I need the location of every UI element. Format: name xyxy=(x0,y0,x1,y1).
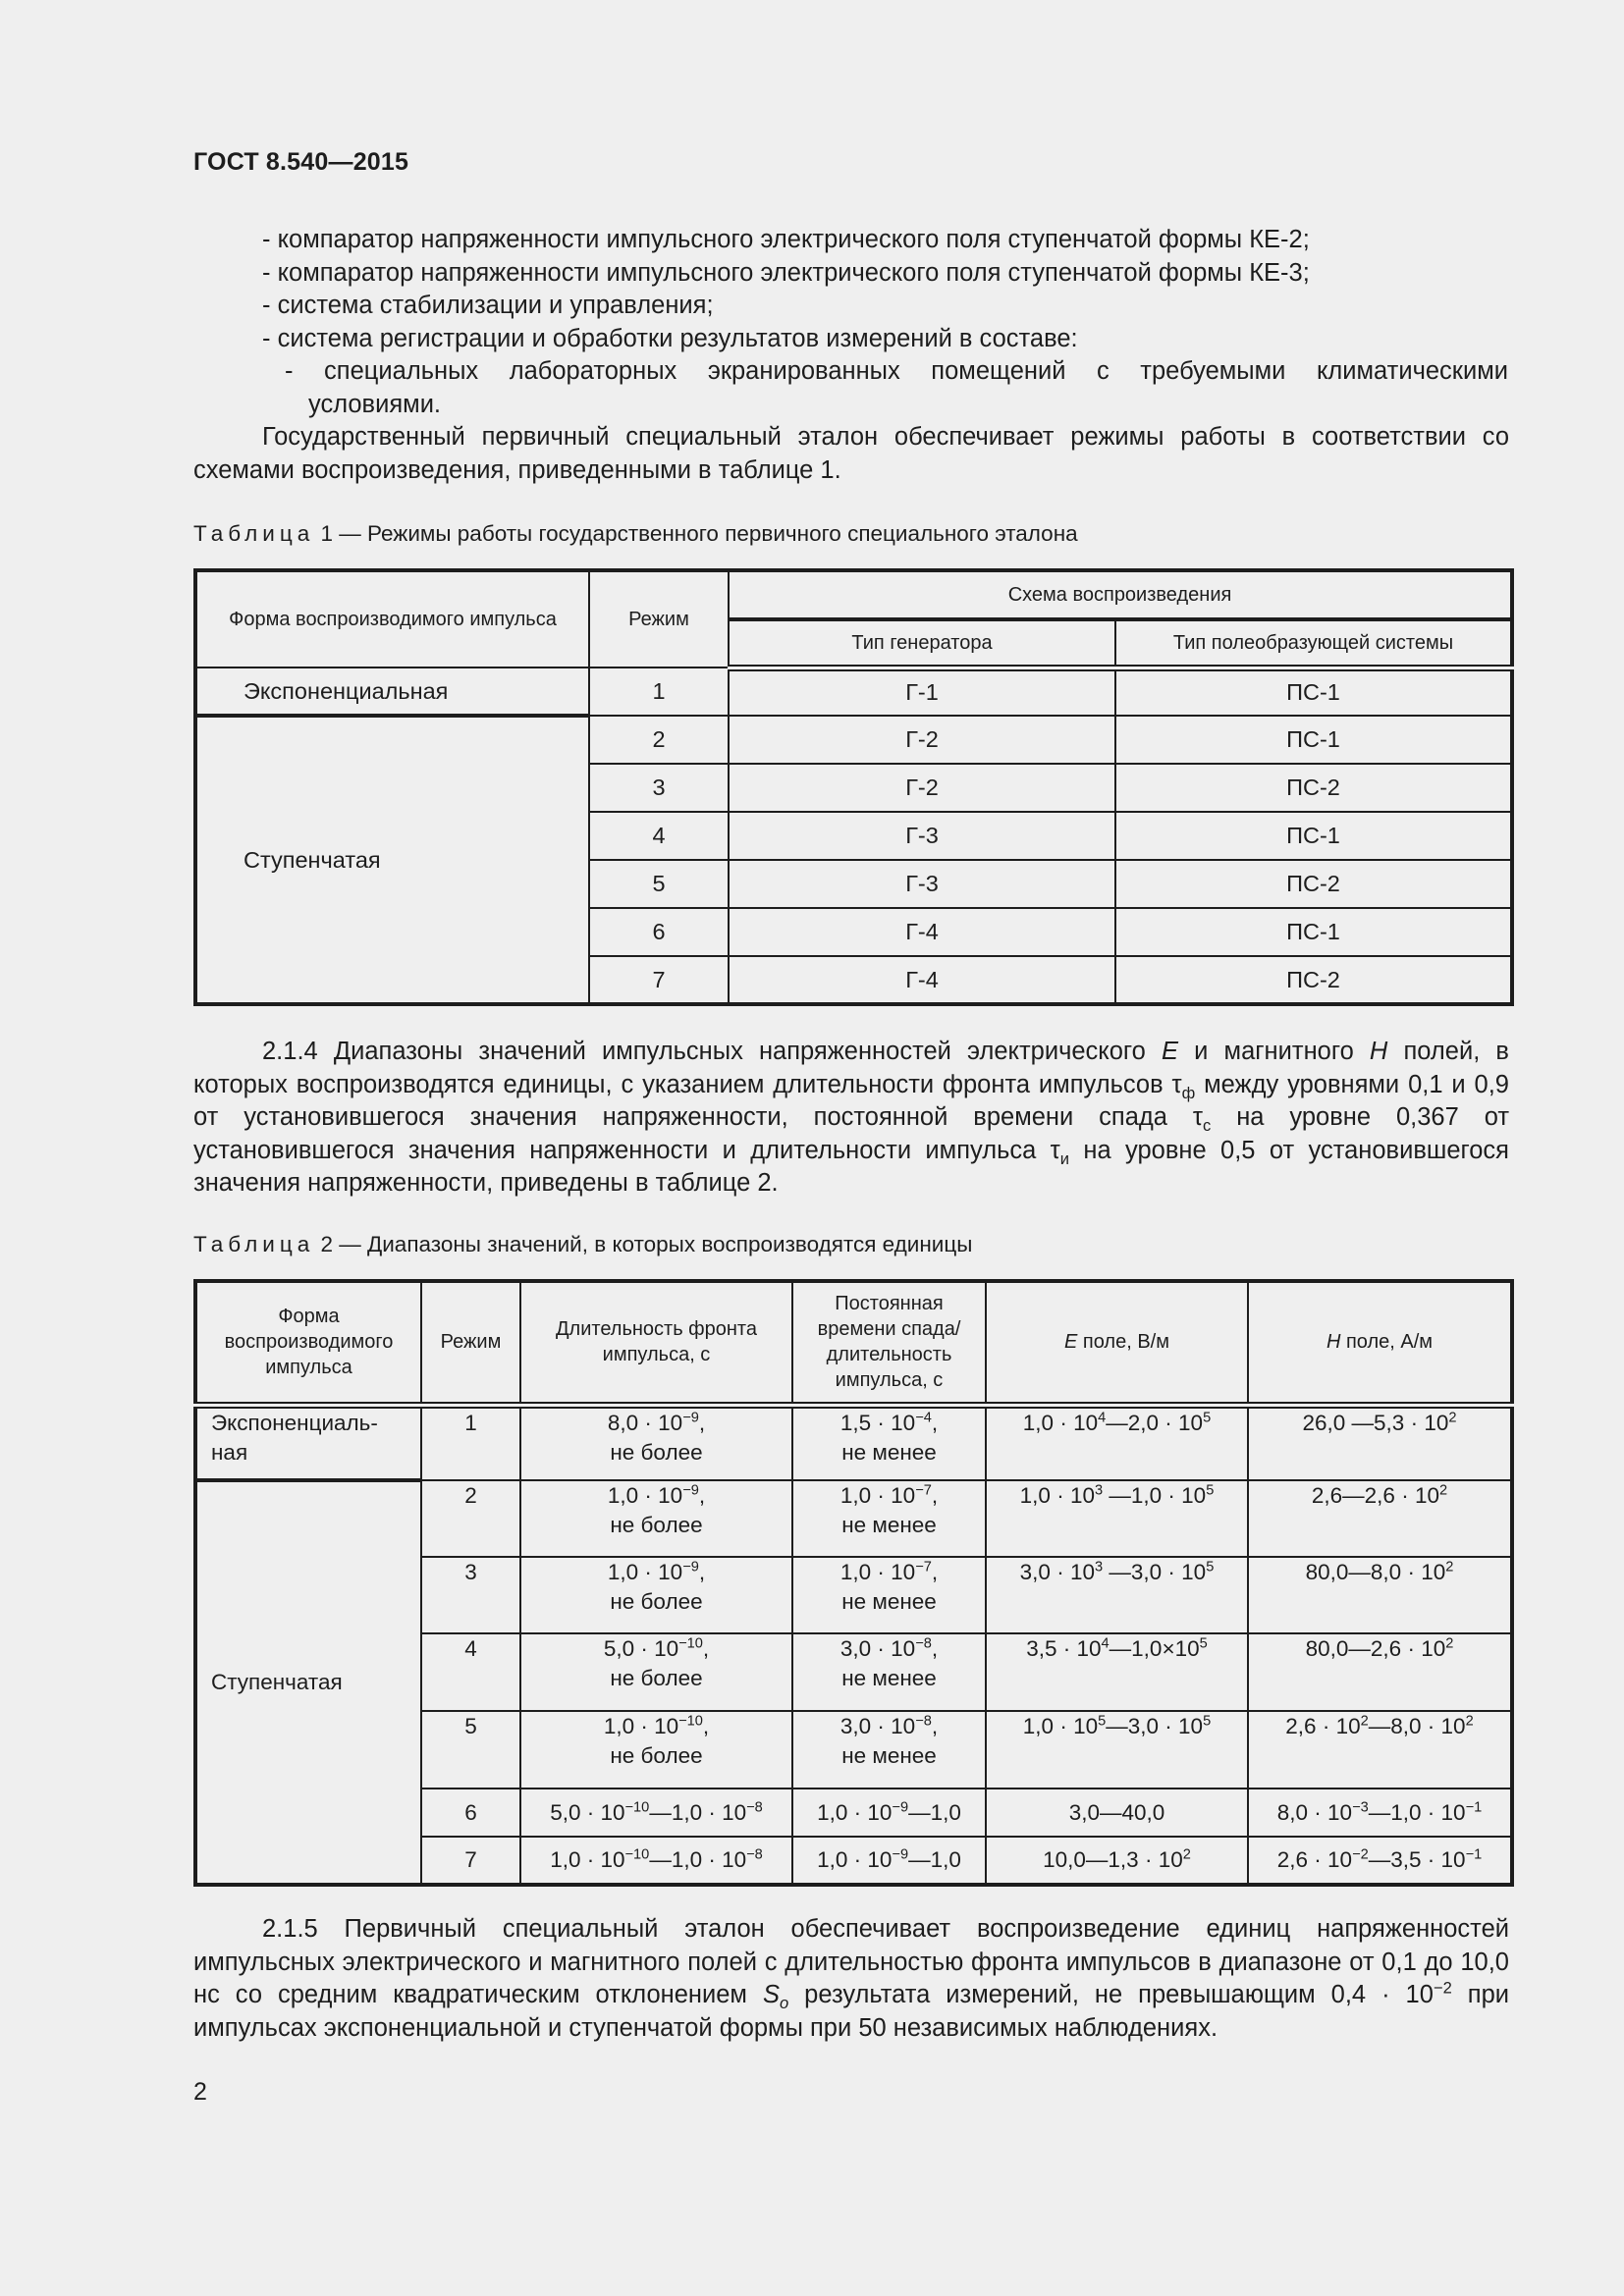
subscript: и xyxy=(1059,1148,1070,1168)
t2-front: $5,0 \cdot 10^{-10}$, не более xyxy=(520,1633,792,1711)
t1-system: ПС-1 xyxy=(1115,716,1512,764)
t2-decay: $1,5 \cdot 10^{-4}$, не менее xyxy=(792,1405,986,1480)
t1-mode: 7 xyxy=(589,956,729,1004)
t2-front: $1,0 \cdot 10^{-10}—1,0 \cdot 10^{-8}$ xyxy=(520,1837,792,1885)
list-item: - компаратор напряженности импульсного электрического поля ступенчатой формы КЕ-2; xyxy=(262,226,1310,253)
sub-list-item: - специальных лабораторных экранированных помещений с требуемыми климатическими xyxy=(285,357,1508,385)
t2-mode: 5 xyxy=(421,1711,520,1789)
table2-caption-text: 2 — Диапазоны значений, в которых воспроизводятся единицы xyxy=(314,1232,973,1256)
t1-generator: Г-3 xyxy=(729,812,1115,860)
table1-caption xyxy=(193,520,1078,548)
t2-mode: 3 xyxy=(421,1557,520,1633)
t2-decay: $1,0 \cdot 10^{-7}$, не менее xyxy=(792,1557,986,1633)
t1-header-scheme: Схема воспроизведения xyxy=(729,570,1512,619)
t1-mode: 1 xyxy=(589,667,729,716)
t1-system: ПС-2 xyxy=(1115,764,1512,812)
list-item: - компаратор напряженности импульсного электрического поля ступенчатой формы КЕ-3; xyxy=(262,259,1310,287)
table-row xyxy=(195,1480,1512,1557)
t2-group-exponential: Экспоненциаль- ная xyxy=(195,1405,421,1480)
text: при импульсах экспоненциальной и ступенчатой формы при 50 независимых наблюдениях. xyxy=(193,1981,1509,2042)
t1-mode: 2 xyxy=(589,716,729,764)
t2-front: $1,0 \cdot 10^{-9}$, не более xyxy=(520,1557,792,1633)
t1-mode: 5 xyxy=(589,860,729,908)
t1-header-field-system: Тип полеобразующей системы xyxy=(1115,619,1512,667)
t1-generator: Г-2 xyxy=(729,764,1115,812)
t2-front: $8,0 \cdot 10^{-9}$, не более xyxy=(520,1405,792,1480)
symbol-H: H xyxy=(1369,1038,1388,1065)
t2-header-e-field: E поле, В/м xyxy=(986,1281,1248,1405)
t2-header-mode: Режим xyxy=(421,1281,520,1405)
text: между уровнями 0,1 и 0,9 от установившегося значения напряженности, постоянной времени спада τ xyxy=(193,1070,1509,1131)
t2-header-front: Длительность фронта импульса, с xyxy=(520,1281,792,1405)
t1-system: ПС-1 xyxy=(1115,908,1512,956)
sub-list-item-continuation: условиями. xyxy=(308,391,442,418)
t1-system: ПС-2 xyxy=(1115,860,1512,908)
t2-h-range: $2,6 \cdot 10^2—8,0 \cdot 10^2$ xyxy=(1248,1711,1512,1789)
t1-group-exponential: Экспоненциальная xyxy=(195,667,589,716)
paragraph-2-1-4 xyxy=(193,1036,1509,1201)
t2-e-range: 10,0—1,3 · $10^2$ xyxy=(986,1837,1248,1885)
table1-caption-label: Таблица xyxy=(193,521,315,546)
symbol-E: E xyxy=(1162,1038,1179,1065)
t2-h-range: 80,0—2,6 · $10^2$ xyxy=(1248,1633,1512,1711)
t1-mode: 6 xyxy=(589,908,729,956)
table-row xyxy=(195,667,1512,716)
t2-front: $1,0 \cdot 10^{-9}$, не более xyxy=(520,1480,792,1557)
t1-mode: 4 xyxy=(589,812,729,860)
t1-group-step: Ступенчатая xyxy=(195,716,589,1004)
superscript: −2 xyxy=(1433,1978,1452,1998)
t2-h-range: $8,0 \cdot 10^{-3}—1,0 \cdot 10^{-1}$ xyxy=(1248,1789,1512,1837)
list-item: - система стабилизации и управления; xyxy=(262,292,714,319)
table-1 xyxy=(193,568,1514,1006)
text: на уровне 0,5 от установившегося значения напряженности, приведены в таблице 2. xyxy=(193,1136,1509,1197)
t2-decay: $3,0 \cdot 10^{-8}$, не менее xyxy=(792,1633,986,1711)
t2-header-decay: Постоянная времени спада/ длительность импульса, с xyxy=(792,1281,986,1405)
t1-generator: Г-4 xyxy=(729,908,1115,956)
t2-mode: 2 xyxy=(421,1480,520,1557)
t2-e-range: $3,5 \cdot 10^4—1,0\times 10^5$ xyxy=(986,1633,1248,1711)
t2-mode: 1 xyxy=(421,1405,520,1480)
table1-caption-text: 1 — Режимы работы государственного первичного специального эталона xyxy=(314,521,1078,546)
document-title: ГОСТ 8.540—2015 xyxy=(193,148,409,176)
table-row xyxy=(195,1405,1512,1480)
t2-decay: $3,0 \cdot 10^{-8}$, не менее xyxy=(792,1711,986,1789)
symbol-E: E xyxy=(1064,1331,1078,1354)
t2-decay: $1,0 \cdot 10^{-9}—1,0$ xyxy=(792,1837,986,1885)
t1-generator: Г-3 xyxy=(729,860,1115,908)
symbol-H: H xyxy=(1326,1331,1341,1354)
subscript: o xyxy=(779,1994,789,2013)
subscript: с xyxy=(1202,1116,1212,1136)
t1-generator: Г-2 xyxy=(729,716,1115,764)
t1-generator: Г-1 xyxy=(729,667,1115,716)
t2-front: $1,0 \cdot 10^{-10}$, не более xyxy=(520,1711,792,1789)
table2-caption-label: Таблица xyxy=(193,1232,315,1256)
symbol-S: S xyxy=(762,1981,780,2008)
page-number: 2 xyxy=(193,2078,207,2106)
t2-e-range: $1,0 \cdot 10^3$ —1,0 · $10^5$ xyxy=(986,1480,1248,1557)
t1-system: ПС-1 xyxy=(1115,667,1512,716)
list-item: - система регистрации и обработки результатов измерений в составе: xyxy=(262,325,1078,352)
t2-h-range: 80,0—8,0 · $10^2$ xyxy=(1248,1557,1512,1633)
text: полей, в которых воспроизводятся единицы, с указанием длительности фронта импульсов τ xyxy=(193,1038,1509,1098)
t2-group-step: Ступенчатая xyxy=(195,1480,421,1885)
table-2 xyxy=(193,1279,1514,1887)
t2-e-range: $3,0 \cdot 10^3$ —3,0 · $10^5$ xyxy=(986,1557,1248,1633)
text: 2.1.5 Первичный специальный эталон обеспечивает воспроизведение единиц напряженностей импульсных электрического и магнитного полей с длительностью фронта импульсов в диапазоне от 0,1 до 10,0 нс со средним квадратическим отклонением xyxy=(193,1915,1509,2008)
t1-generator: Г-4 xyxy=(729,956,1115,1004)
t2-e-range: $1,0 \cdot 10^4—2,0 \cdot 10^5$ xyxy=(986,1405,1248,1480)
t2-e-range: 3,0—40,0 xyxy=(986,1789,1248,1837)
t2-header-form: Форма воспроизводимого импульса xyxy=(195,1281,421,1405)
t1-mode: 3 xyxy=(589,764,729,812)
t2-mode: 6 xyxy=(421,1789,520,1837)
t2-h-range: $2,6 \cdot 10^{-2}—3,5 \cdot 10^{-1}$ xyxy=(1248,1837,1512,1885)
t2-header-h-field: H поле, А/м xyxy=(1248,1281,1512,1405)
table-row xyxy=(195,716,1512,764)
t1-system: ПС-1 xyxy=(1115,812,1512,860)
text: на уровне 0,367 от установившегося значения напряженности и длительности импульса τ xyxy=(193,1103,1510,1164)
text: и магнитного xyxy=(1178,1038,1370,1065)
t2-h-range: 26,0 —5,3 · $10^2$ xyxy=(1248,1405,1512,1480)
t2-front: $5,0 \cdot 10^{-10}—1,0 \cdot 10^{-8}$ xyxy=(520,1789,792,1837)
t2-h-range: 2,6—2,6 · $10^2$ xyxy=(1248,1480,1512,1557)
t2-decay: $1,0 \cdot 10^{-7}$, не менее xyxy=(792,1480,986,1557)
t1-header-generator: Тип генератора xyxy=(729,619,1115,667)
paragraph-2-1-5 xyxy=(193,1913,1509,2045)
t2-decay: $1,0 \cdot 10^{-9}—1,0$ xyxy=(792,1789,986,1837)
text: 2.1.4 Диапазоны значений импульсных напряженностей электрического xyxy=(262,1038,1162,1065)
t2-e-range: $1,0 \cdot 10^5—3,0 \cdot 10^5$ xyxy=(986,1711,1248,1789)
t1-header-form: Форма воспроизводимого импульса xyxy=(195,570,589,667)
t1-system: ПС-2 xyxy=(1115,956,1512,1004)
table2-caption xyxy=(193,1231,972,1258)
t2-mode: 4 xyxy=(421,1633,520,1711)
paragraph-modes: Государственный первичный специальный эталон обеспечивает режимы работы в соответствии со схемами воспроизведения, приведенными в таблице 1. xyxy=(193,423,1509,484)
subscript: ф xyxy=(1181,1083,1196,1102)
t1-header-mode: Режим xyxy=(589,570,729,667)
text: результата измерений, не превышающим 0,4 · 10 xyxy=(788,1981,1434,2008)
t2-mode: 7 xyxy=(421,1837,520,1885)
